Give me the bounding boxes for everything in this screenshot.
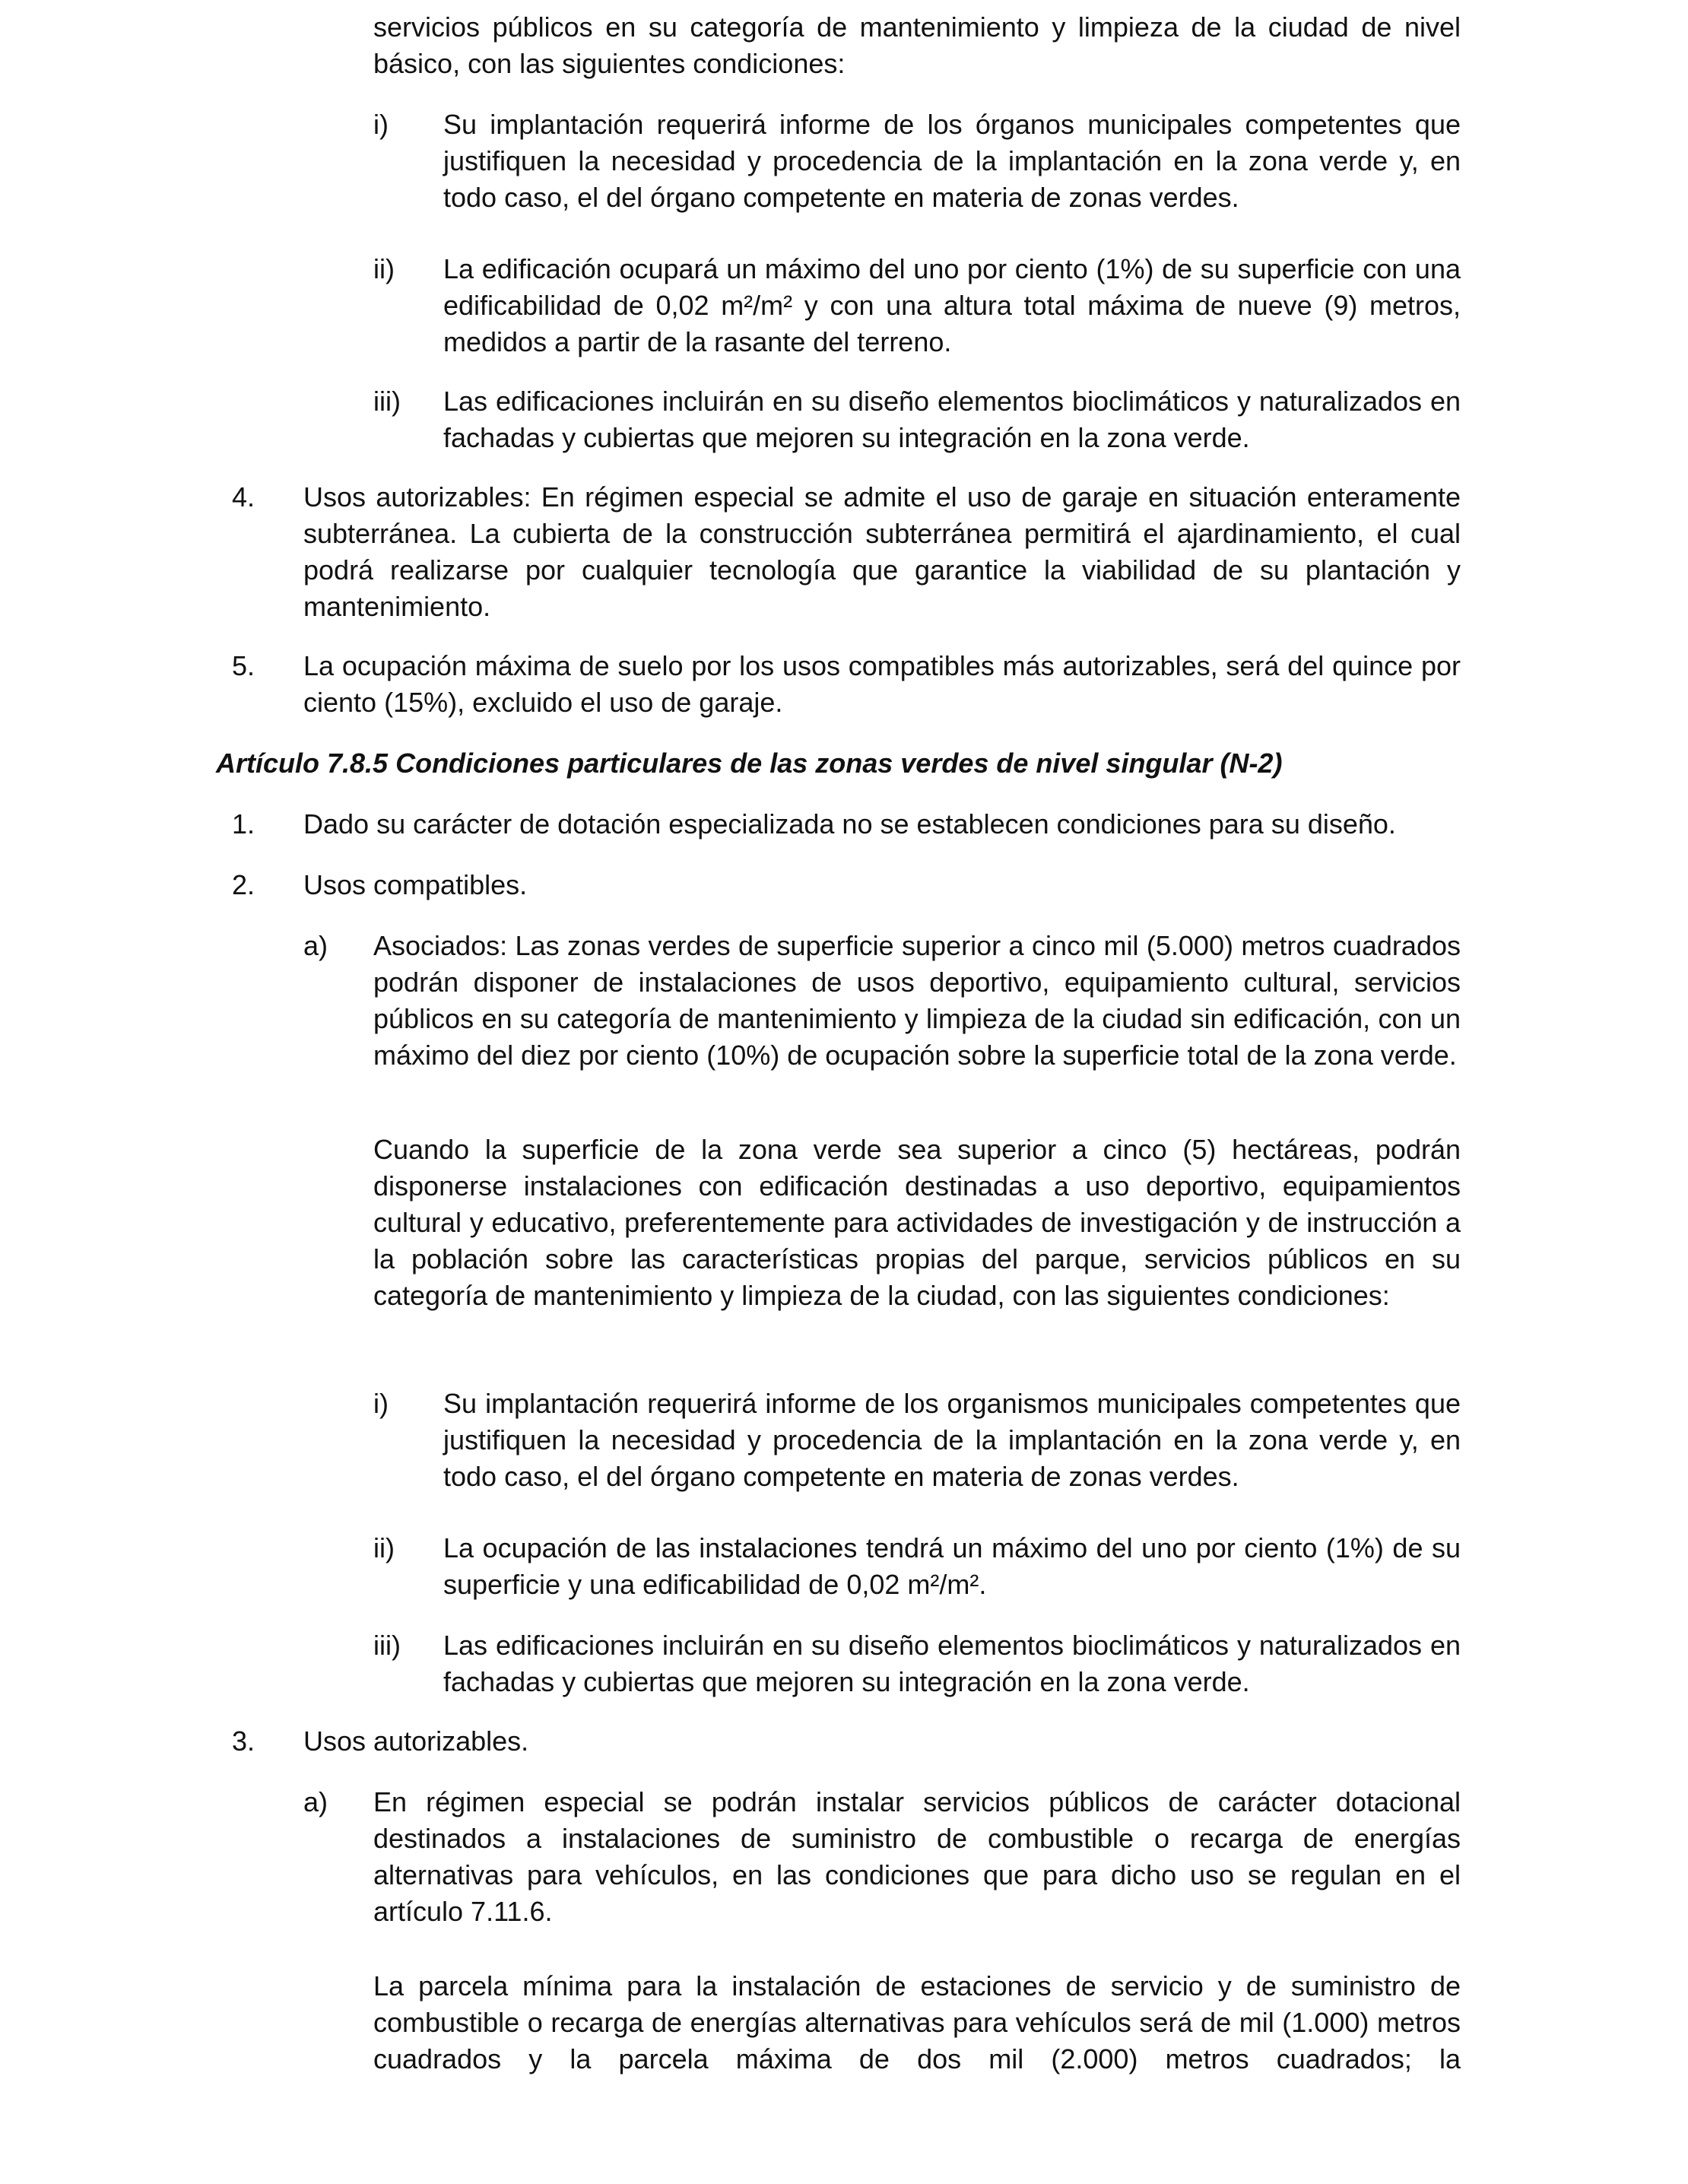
list-marker: 1.	[232, 808, 255, 840]
list-item: Las edificaciones incluirán en su diseño elementos bioclimáticos y naturalizados en fachadas y cubiertas que mejoren su integración en la zona verde.	[443, 1630, 1461, 1697]
list-item: Usos autorizables: En régimen especial se admite el uso de garaje en situación enteramente subterránea. La cubierta de la construcción subterránea permitirá el ajardinamiento, el cual podrá realizarse por cualquier tecnología que garantice la viabilidad de su plantación y mantenimiento.	[303, 481, 1461, 622]
list-marker: a)	[303, 930, 328, 961]
list-item: La ocupación de las instalaciones tendrá un máximo del uno por ciento (1%) de su superficie y una edificabilidad de 0,02 m²/m².	[443, 1532, 1461, 1600]
list-marker: i)	[373, 1388, 389, 1419]
list-item: Usos compatibles.	[303, 869, 528, 900]
list-item: Dado su carácter de dotación especializada no se establecen condiciones para su diseño.	[303, 808, 1396, 840]
list-item: Asociados: Las zonas verdes de superficie superior a cinco mil (5.000) metros cuadrados podrán disponer de instalaciones de usos deportivo, equipamiento cultural, servicios públicos en su categoría de mantenimiento y limpieza de la ciudad sin edificación, con un máximo del diez por ciento (10%) de ocupación sobre la superficie total de la zona verde.	[373, 930, 1461, 1071]
list-marker: 4.	[232, 481, 255, 513]
list-marker: 5.	[232, 650, 255, 681]
list-marker: ii)	[373, 253, 395, 284]
list-item: Las edificaciones incluirán en su diseño elementos bioclimáticos y naturalizados en fachadas y cubiertas que mejoren su integración en la zona verde.	[443, 386, 1461, 453]
list-marker: 3.	[232, 1725, 255, 1757]
paragraph: La parcela mínima para la instalación de estaciones de servicio y de suministro de combustible o recarga de energías alternativas para vehículos será de mil (1.000) metros cuadrados y la parcela máxima de dos mil (2.000) metros cuadrados; la	[373, 1970, 1461, 2074]
list-marker: iii)	[373, 386, 401, 417]
list-item: En régimen especial se podrán instalar servicios públicos de carácter dotacional destinados a instalaciones de suministro de combustible o recarga de energías alternativas para vehículos, en las condiciones que para dicho uso se regulan en el artículo 7.11.6.	[373, 1786, 1461, 1927]
list-marker: 2.	[232, 869, 255, 900]
list-marker: iii)	[373, 1630, 401, 1661]
list-marker: a)	[303, 1786, 328, 1817]
list-item: Su implantación requerirá informe de los organismos municipales competentes que justifiquen la necesidad y procedencia de la implantación en la zona verde y, en todo caso, el del órgano competente en materia de zonas verdes.	[443, 1388, 1461, 1492]
list-marker: i)	[373, 109, 389, 140]
list-item	[443, 251, 1461, 360]
list-item: Usos autorizables.	[303, 1725, 529, 1757]
list-item-text-part: La edificación ocupará un máximo del uno por ciento (1%) de su superficie con una edificabilidad de 0,02 m²/m² y con una altura total máxima de nueve (9) metros, medidos a partir de la rasante del terreno.	[443, 253, 1461, 357]
list-marker: ii)	[373, 1532, 395, 1563]
top-paragraph: servicios públicos en su categoría de mantenimiento y limpieza de la ciudad de nivel básico, con las siguientes condiciones:	[373, 11, 1461, 79]
list-item: Su implantación requerirá informe de los órganos municipales competentes que justifiquen la necesidad y procedencia de la implantación en la zona verde y, en todo caso, el del órgano competente en materia de zonas verdes.	[443, 109, 1461, 213]
article-heading: Artículo 7.8.5 Condiciones particulares de las zonas verdes de nivel singular (N-2)	[216, 748, 1283, 779]
paragraph: Cuando la superficie de la zona verde sea superior a cinco (5) hectáreas, podrán disponerse instalaciones con edificación destinadas a uso deportivo, equipamientos cultural y educativo, preferentemente para actividades de investigación y de instrucción a la población sobre las características propias del parque, servicios públicos en su categoría de mantenimiento y limpieza de la ciudad, con las siguientes condiciones:	[373, 1134, 1461, 1311]
list-item: La ocupación máxima de suelo por los usos compatibles más autorizables, será del quince por ciento (15%), excluido el uso de garaje.	[303, 650, 1461, 718]
